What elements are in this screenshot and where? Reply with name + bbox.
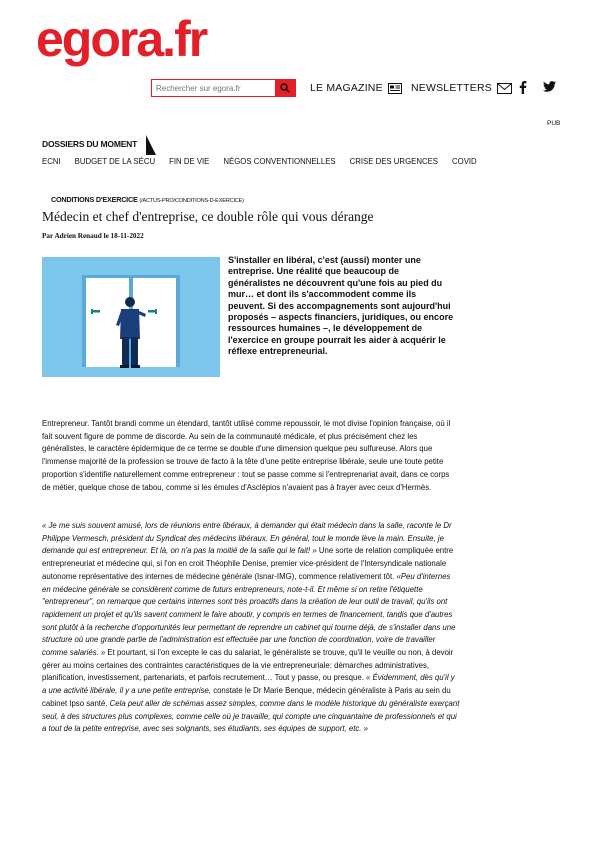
magazine-label: LE MAGAZINE <box>310 82 383 94</box>
text-salariat: Et pourtant, si l'on excepte le cas du salariat, le généraliste se trouve, qu'il le veuille ou non, à devoir gérer au moins certaines des contraintes caractéristiques de la vie entrepreneuriale: démarches administratives, planification, investissement, partenariats, et parfois recrutement… Tout y passe, ou presque. <box>42 648 454 683</box>
menu-item-urgences[interactable]: CRISE DES URGENCES <box>349 157 438 166</box>
text-benque: constate le Dr Marie Benque, médecin généraliste à Paris au sein du cabinet Ipso santé. <box>42 686 451 708</box>
menu-item-covid[interactable]: COVID <box>452 157 477 166</box>
article-title: Médecin et chef d'entreprise, ce double rôle qui vous dérange <box>42 209 374 224</box>
article-byline: Par Adrien Renaud le 18-11-2022 <box>42 232 144 240</box>
dossiers-menu <box>42 157 477 166</box>
pub-label: PUB <box>547 120 561 127</box>
facebook-link[interactable] <box>519 81 527 94</box>
newsletters-link[interactable] <box>411 82 512 94</box>
menu-item-fin-de-vie[interactable]: FIN DE VIE <box>169 157 210 166</box>
menu-item-negos[interactable]: NÉGOS CONVENTIONNELLES <box>223 157 336 166</box>
doctor-at-doors-illustration <box>42 257 220 377</box>
category-label: CONDITIONS D'EXERCICE <box>51 195 138 204</box>
twitter-link[interactable] <box>543 81 556 92</box>
quote-vermesch: « Je me suis souvent amusé, lors de réunions entre libéraux, à demander qui était médecin dans la salle, raconte le Dr Philippe Vermesch, président du Syndicat des médecins libéraux. En général, tout le monde lève la main. Ensuite, je demande qui est entrepreneur. Et là, on n'a pas la moitié de la salle qui le fait! » <box>42 521 452 556</box>
search-button[interactable] <box>275 79 295 97</box>
dossiers-title: DOSSIERS DU MOMENT <box>42 139 138 149</box>
text-denise: Une sorte de relation compliquée entre entrepreneuriat et médecine qui, si l'on en croit Théophile Denise, premier vice-président de l'Intersyndicale nationale autonome représentative des internes de médecine générale (Isnar-IMG), commence relativement tôt. <box>42 546 454 581</box>
twitter-icon <box>543 81 556 92</box>
magazine-link[interactable] <box>310 82 402 94</box>
mail-icon <box>497 83 512 94</box>
search-box <box>151 79 296 97</box>
search-icon <box>280 83 290 93</box>
article-illustration <box>42 257 220 377</box>
search-input[interactable] <box>152 80 275 96</box>
article-lead: S'installer en libéral, c'est (aussi) monter une entreprise. Une réalité que beaucoup de généralistes ne découvrent qu'une fois au pied du mur… et dont ils s'accommodent comme ils peuvent. Si des accompagnements sont aujourd'hui proposés – aspects financiers, juridiques, ou encore ressources humaines –, le développement de l'exercice en groupe pourrait les aider à acquérir le réflexe entrepreneurial. <box>228 255 454 357</box>
quote-benque-2: Cela peut aller de schémas assez simples, comme dans le modèle historique du généraliste exerçant seul, à des structures plus complexes, comme celle où je travaille, qui compte une cinquantaine de professionnels et qui a tout de la petite entreprise, avec ses soignants, ses étudiants, ses équipes de support, etc. » <box>42 698 460 734</box>
quote-benque-1: « Évidemment, dès qu'il y a une activité libérale, il y a une petite entreprise, <box>42 673 455 696</box>
menu-item-budget-secu[interactable]: BUDGET DE LA SÉCU <box>74 157 156 166</box>
quote-denise: «Peu d'internes en médecine générale se considèrent comme de futurs entrepreneurs, note-t-il. Et même si on retire l'étiquette "entrepreneur", on remarque que certains internes sont très proactifs dans la création de leur outil de travail, qu'ils ont rapidement un projet et qu'ils savent comment le faire aboutir, y compris en termes de financement, tandis que d'autres sont plutôt à la recherche d'opportunités leur permettant de reprendre un cabinet qui tourne déjà, de s'installer dans une structure où une grande partie de l'administration est effectuée par une fonction de coordination, voire de travailler comme salariés. » <box>42 571 456 658</box>
facebook-icon <box>519 81 527 94</box>
magazine-icon <box>388 83 402 94</box>
menu-item-ecni[interactable]: ECNI <box>42 157 61 166</box>
dossiers-triangle-icon <box>146 135 156 155</box>
newsletters-label: NEWSLETTERS <box>411 82 492 94</box>
article-category[interactable] <box>51 195 244 204</box>
egora-logo[interactable]: egora.fr <box>36 11 207 67</box>
category-path: (/ACTUS-PRO/CONDITIONS-D-EXERCICE) <box>139 198 244 204</box>
article-paragraph-2 <box>42 520 460 736</box>
article-paragraph-1: Entrepreneur. Tantôt brandi comme un étendard, tantôt utilisé comme repoussoir, le mot divise l'opinion française, où il fait souvent figure de pomme de discorde. Au sein de la communauté médicale, et plus précisément chez les généralistes, le caractère épidermique de ce terme se double d'une dimension quelque peu sulfureuse. Alors que l'immense majorité de la profession se trouve de facto à la tête d'une petite entreprise libérale, seule une toute petite proportion s'identifie naturellement comme entrepreneur : tout se passe comme si l'entreprenariat avait, dans ce corps de métier, quelque chose de tabou, comme si les émules d'Asclépios n'avaient pas à frayer avec ceux d'Hermès. <box>42 419 451 492</box>
